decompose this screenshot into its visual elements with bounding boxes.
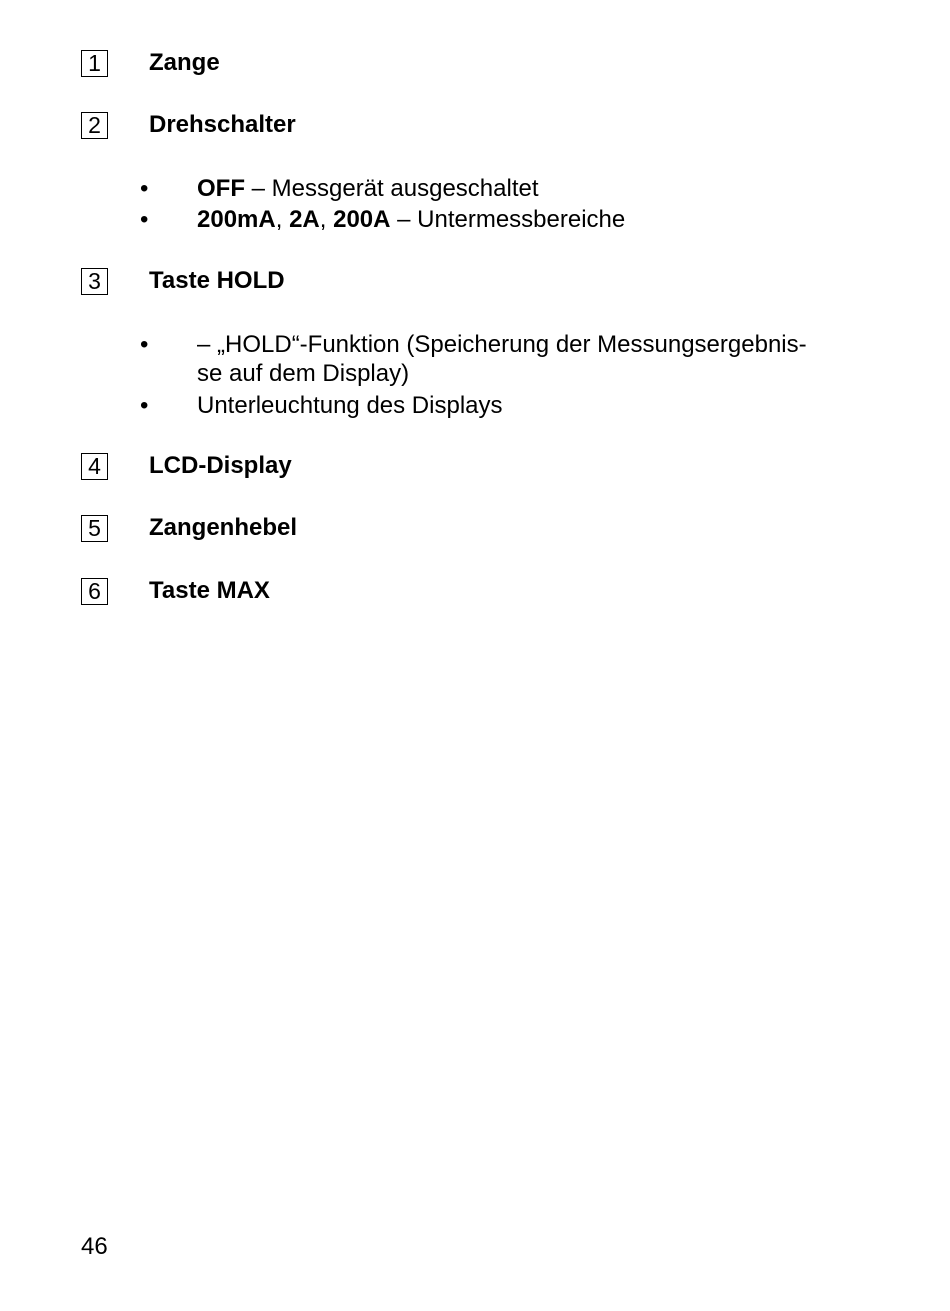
bullet-text xyxy=(197,205,625,235)
item-4 xyxy=(81,450,292,482)
bullet-dot: • xyxy=(140,392,149,419)
item-6 xyxy=(81,575,270,607)
item-1 xyxy=(81,47,220,79)
bullet-description: – Messgerät ausgeschaltet xyxy=(245,175,539,202)
bullet-text: Unterleuchtung des Displays xyxy=(197,392,503,419)
item-number-box: 5 xyxy=(81,515,108,542)
bullet-text xyxy=(197,174,539,204)
item-5 xyxy=(81,512,298,544)
item-title: LCD-Display xyxy=(149,452,292,479)
item-2 xyxy=(81,109,296,141)
item-number-box: 6 xyxy=(81,578,108,605)
item-number-box: 1 xyxy=(81,50,108,77)
item-title: Zange xyxy=(149,49,220,76)
bold-term: 200mA xyxy=(197,206,276,233)
item-number-box: 4 xyxy=(81,453,108,480)
item-title: Taste MAX xyxy=(149,577,270,604)
bullet-text-line1: – „HOLD“-Funktion (Speicherung der Messungsergebnis- xyxy=(197,331,807,358)
item-title: Drehschalter xyxy=(149,111,296,138)
bold-term: OFF xyxy=(197,175,245,202)
bold-term: 2A xyxy=(289,206,320,233)
bullet-dot: • xyxy=(140,175,149,202)
separator: , xyxy=(275,206,290,233)
item-title: Zangenhebel xyxy=(149,514,298,541)
bold-term: 200A xyxy=(333,206,391,233)
bullet-dot: • xyxy=(140,206,149,233)
bullet-dot: • xyxy=(140,331,149,358)
separator: , xyxy=(319,206,334,233)
item-title: Taste HOLD xyxy=(149,267,285,294)
item-number-box: 2 xyxy=(81,112,108,139)
bullet-text-line2: se auf dem Display) xyxy=(197,360,410,387)
item-3 xyxy=(81,265,285,297)
bullet-description: – Untermessbereiche xyxy=(390,206,626,233)
item-number-box: 3 xyxy=(81,268,108,295)
page-number: 46 xyxy=(81,1233,108,1260)
